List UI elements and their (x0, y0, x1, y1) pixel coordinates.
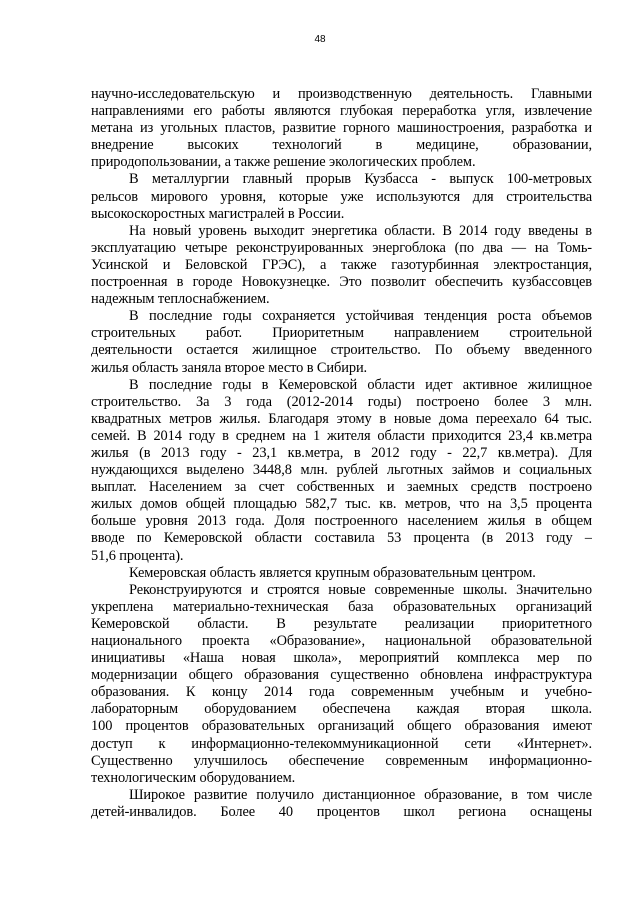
text-line: 100 процентов образовательных организаций общего образования имеют (91, 718, 592, 735)
text-line: В последние годы сохраняется устойчивая тенденция роста объемов (129, 308, 592, 325)
text-line: В последние годы в Кемеровской области идет активное жилищное (129, 376, 592, 393)
text-line: семей. В 2014 году в среднем на 1 жителя области приходится 23,4 кв.метра (91, 427, 592, 444)
text-line: жилья (в 2013 году - 23,1 кв.метра, в 2012 году - 22,7 кв.метра). Для (91, 444, 592, 461)
text-line: природопользовании, а также решение экологических проблем. (91, 154, 476, 171)
paragraph (91, 223, 592, 308)
text-line: Усинской и Беловской ГРЭС), а также газотурбинная электростанция, (91, 256, 592, 273)
text-line: Кемеровской области. В результате реализации приоритетного (91, 615, 592, 632)
text-line: модернизации общего образования существенно обновлена инфраструктура (91, 667, 592, 684)
text-line: Широкое развитие получило дистанционное образование, в том числе (129, 786, 592, 803)
text-line: строительство. За 3 года (2012-2014 годы) построено более 3 млн. (91, 393, 592, 410)
text-line: На новый уровень выходит энергетика области. В 2014 году введены в (129, 222, 592, 239)
text-line: детей-инвалидов. Более 40 процентов школ региона оснащены (91, 803, 592, 820)
text-line: рельсов мирового уровня, которые уже используются для строительства (91, 188, 592, 205)
text-line: инициативы «Наша новая школа», мероприятий комплекса мер по (91, 650, 592, 667)
text-line: доступ к информационно-телекоммуникационной сети «Интернет». (91, 735, 592, 752)
text-line: научно-исследовательскую и производственную деятельность. Главными (91, 86, 592, 102)
text-line: квадратных метров жилья. Благодаря этому в новые дома переехало 64 тыс. (91, 410, 592, 427)
text-line: технологическим оборудованием. (91, 769, 296, 786)
text-line: Кемеровская область является крупным образовательным центром. (129, 564, 536, 581)
paragraph (91, 171, 592, 222)
paragraph (91, 86, 592, 171)
text-line: деятельности остается жилищное строительство. По объему введенного (91, 342, 592, 359)
text-line: Существенно улучшилось обеспечение современным информационно- (91, 752, 592, 769)
paragraph (91, 582, 592, 787)
text-line: строительных работ. Приоритетным направлением строительной (91, 325, 592, 342)
text-line: больше уровня 2013 года. Доля построенного населением жилья в общем (91, 513, 592, 530)
text-line: лабораторным оборудованием обеспечена каждая вторая школа. (91, 701, 592, 718)
paragraph (91, 565, 592, 582)
text-line: направлениями его работы являются глубокая переработка угля, извлечение (91, 103, 592, 120)
text-line: В металлургии главный прорыв Кузбасса - выпуск 100-метровых (129, 171, 592, 188)
text-line: нуждающихся выделено 3448,8 млн. рублей льготных займов и социальных (91, 462, 592, 479)
text-line: выплат. Населением за счет собственных и заемных средств построено (91, 479, 592, 496)
text-line: метана из угольных пластов, развитие горного машиностроения, разработка и (91, 120, 592, 137)
paragraph (91, 308, 592, 376)
document-body (91, 86, 592, 821)
text-line: вводе по Кемеровской области составила 53 процента (в 2013 году – (91, 530, 592, 547)
paragraph (91, 787, 592, 821)
text-line: надежным теплоснабжением. (91, 291, 270, 308)
text-line: 51,6 процента). (91, 547, 184, 564)
text-line: высокоскоростных магистралей в России. (91, 205, 345, 222)
text-line: эксплуатацию четыре реконструированных энергоблока (по два — на Томь- (91, 239, 592, 256)
text-line: построенная в городе Новокузнецке. Это позволит обеспечить кузбассовцев (91, 274, 592, 291)
text-line: национального проекта «Образование», национальной образовательной (91, 633, 592, 649)
text-line: укреплена материально-техническая база образовательных организаций (91, 598, 592, 615)
text-line: жилья область заняла второе место в Сибири. (91, 359, 368, 376)
text-line: образования. К концу 2014 года современным учебным и учебно- (91, 684, 592, 701)
text-line: жилых домов общей площадью 582,7 тыс. кв. метров, что на 3,5 процента (91, 496, 592, 513)
text-line: внедрение высоких технологий в медицине, образовании, (91, 137, 592, 154)
text-line: Реконструируются и строятся новые современные школы. Значительно (129, 581, 592, 598)
page-number: 48 (314, 34, 326, 45)
paragraph (91, 377, 592, 565)
